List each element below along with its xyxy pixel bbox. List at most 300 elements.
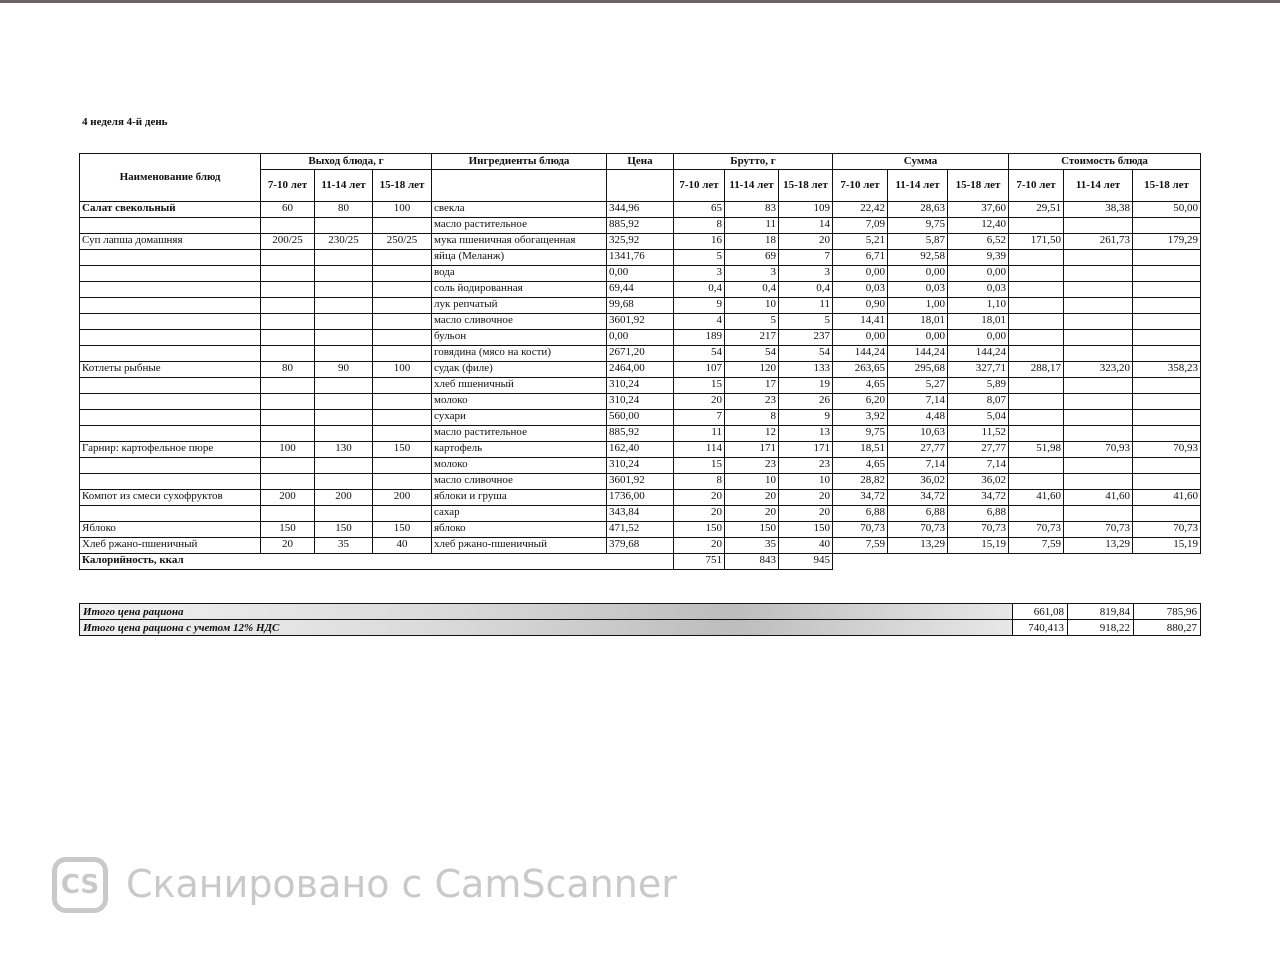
cost-cell: [1133, 330, 1201, 346]
brutto-cell: 17: [725, 378, 779, 394]
brutto-cell: 20: [725, 506, 779, 522]
yield-cell: [373, 506, 432, 522]
cost-cell: [1133, 298, 1201, 314]
header-age: 15-18 лет: [1133, 170, 1201, 202]
total-value: 785,96: [1134, 604, 1201, 620]
brutto-cell: 11: [674, 426, 725, 442]
ingredient-cell: вода: [432, 266, 607, 282]
sum-cell: 295,68: [888, 362, 948, 378]
cost-cell: [1133, 250, 1201, 266]
cost-cell: 179,29: [1133, 234, 1201, 250]
sum-cell: 34,72: [948, 490, 1009, 506]
sum-cell: 7,14: [888, 458, 948, 474]
price-cell: 2671,20: [607, 346, 674, 362]
brutto-cell: 133: [779, 362, 833, 378]
cost-cell: 261,73: [1064, 234, 1133, 250]
menu-table: [79, 153, 1201, 570]
cost-cell: [1009, 426, 1064, 442]
table-row: [80, 474, 1201, 490]
brutto-cell: 9: [779, 410, 833, 426]
cost-cell: 38,38: [1064, 202, 1133, 218]
sum-cell: 18,01: [948, 314, 1009, 330]
yield-cell: 100: [261, 442, 315, 458]
sum-cell: 7,59: [833, 538, 888, 554]
price-cell: 1736,00: [607, 490, 674, 506]
sum-cell: 7,14: [888, 394, 948, 410]
total-value: 661,08: [1013, 604, 1068, 620]
price-cell: 3601,92: [607, 474, 674, 490]
ingredient-cell: лук репчатый: [432, 298, 607, 314]
yield-cell: [261, 410, 315, 426]
brutto-cell: 16: [674, 234, 725, 250]
yield-cell: [315, 346, 373, 362]
totals-table: [79, 603, 1201, 636]
yield-cell: [261, 298, 315, 314]
sum-cell: 70,73: [888, 522, 948, 538]
header-price: Цена: [607, 154, 674, 170]
brutto-cell: 3: [674, 266, 725, 282]
yield-cell: [315, 282, 373, 298]
sum-cell: 0,03: [948, 282, 1009, 298]
header-age: 7-10 лет: [674, 170, 725, 202]
brutto-cell: 20: [674, 490, 725, 506]
yield-cell: 100: [373, 202, 432, 218]
cost-cell: 70,73: [1009, 522, 1064, 538]
yield-cell: [315, 298, 373, 314]
table-row: [80, 234, 1201, 250]
ingredient-cell: мука пшеничная обогащенная: [432, 234, 607, 250]
header-age: 11-14 лет: [888, 170, 948, 202]
price-cell: 379,68: [607, 538, 674, 554]
dish-name-cell: [80, 394, 261, 410]
brutto-cell: 5: [779, 314, 833, 330]
dish-name-cell: Хлеб ржано-пшеничный: [80, 538, 261, 554]
brutto-cell: 15: [674, 458, 725, 474]
yield-cell: [315, 330, 373, 346]
dish-name-cell: [80, 378, 261, 394]
brutto-cell: 150: [674, 522, 725, 538]
total-label: Итого цена рациона: [80, 604, 1013, 620]
yield-cell: 230/25: [315, 234, 373, 250]
brutto-cell: 18: [725, 234, 779, 250]
ingredient-cell: масло растительное: [432, 218, 607, 234]
yield-cell: 200: [373, 490, 432, 506]
sum-cell: 327,71: [948, 362, 1009, 378]
sum-cell: 34,72: [833, 490, 888, 506]
sum-cell: 5,27: [888, 378, 948, 394]
camscanner-logo-icon: CS: [52, 857, 108, 913]
dish-name-cell: Гарнир: картофельное пюре: [80, 442, 261, 458]
sum-cell: 11,52: [948, 426, 1009, 442]
cost-cell: [1009, 346, 1064, 362]
table-row: [80, 522, 1201, 538]
price-cell: 310,24: [607, 458, 674, 474]
scan-top-edge: [0, 0, 1280, 3]
sum-cell: 14,41: [833, 314, 888, 330]
header-ingredients: Ингредиенты блюда: [432, 154, 607, 170]
yield-cell: [373, 346, 432, 362]
brutto-cell: 237: [779, 330, 833, 346]
cost-cell: [1133, 426, 1201, 442]
sum-cell: 9,75: [888, 218, 948, 234]
yield-cell: [261, 394, 315, 410]
ingredient-cell: судак (филе): [432, 362, 607, 378]
sum-cell: 5,87: [888, 234, 948, 250]
header-age: 7-10 лет: [1009, 170, 1064, 202]
table-row: [80, 314, 1201, 330]
yield-cell: [373, 298, 432, 314]
sum-cell: 1,10: [948, 298, 1009, 314]
sum-cell: 6,71: [833, 250, 888, 266]
cost-cell: [1064, 410, 1133, 426]
cost-cell: [1009, 266, 1064, 282]
cost-cell: [1009, 250, 1064, 266]
cost-cell: 171,50: [1009, 234, 1064, 250]
brutto-cell: 109: [779, 202, 833, 218]
brutto-cell: 69: [725, 250, 779, 266]
brutto-cell: 171: [725, 442, 779, 458]
yield-cell: [261, 266, 315, 282]
sum-cell: 3,92: [833, 410, 888, 426]
dish-name-cell: Компот из смеси сухофруктов: [80, 490, 261, 506]
brutto-cell: 20: [779, 490, 833, 506]
cost-cell: [1064, 218, 1133, 234]
brutto-cell: 10: [725, 298, 779, 314]
cost-cell: [1133, 458, 1201, 474]
yield-cell: [315, 250, 373, 266]
yield-cell: [315, 266, 373, 282]
brutto-cell: 10: [725, 474, 779, 490]
brutto-cell: 8: [725, 410, 779, 426]
yield-cell: 200: [315, 490, 373, 506]
sum-cell: 5,89: [948, 378, 1009, 394]
cost-cell: 51,98: [1009, 442, 1064, 458]
cost-cell: [1064, 474, 1133, 490]
cost-cell: [1009, 330, 1064, 346]
yield-cell: [373, 266, 432, 282]
table-row: [80, 442, 1201, 458]
header-brutto: Брутто, г: [674, 154, 833, 170]
calories-blank: [833, 554, 1201, 570]
yield-cell: [373, 282, 432, 298]
sum-cell: 0,00: [888, 330, 948, 346]
brutto-cell: 40: [779, 538, 833, 554]
brutto-cell: 65: [674, 202, 725, 218]
header-dish: Наименование блюд: [80, 154, 261, 202]
price-cell: 0,00: [607, 330, 674, 346]
brutto-cell: 11: [779, 298, 833, 314]
table-row: [80, 394, 1201, 410]
sum-cell: 36,02: [948, 474, 1009, 490]
header-age: 11-14 лет: [315, 170, 373, 202]
sum-cell: 10,63: [888, 426, 948, 442]
cost-cell: [1009, 378, 1064, 394]
brutto-cell: 20: [779, 506, 833, 522]
brutto-cell: 9: [674, 298, 725, 314]
brutto-cell: 19: [779, 378, 833, 394]
brutto-cell: 4: [674, 314, 725, 330]
total-row: [80, 604, 1201, 620]
table-row: [80, 250, 1201, 266]
cost-cell: [1064, 250, 1133, 266]
sum-cell: 22,42: [833, 202, 888, 218]
brutto-cell: 23: [725, 394, 779, 410]
brutto-cell: 5: [674, 250, 725, 266]
ingredient-cell: соль йодированная: [432, 282, 607, 298]
yield-cell: 80: [261, 362, 315, 378]
ingredient-cell: сахар: [432, 506, 607, 522]
header-blank: [607, 170, 674, 202]
cost-cell: [1133, 394, 1201, 410]
price-cell: 310,24: [607, 378, 674, 394]
brutto-cell: 120: [725, 362, 779, 378]
cost-cell: [1133, 378, 1201, 394]
cost-cell: 13,29: [1064, 538, 1133, 554]
sum-cell: 6,88: [948, 506, 1009, 522]
sum-cell: 263,65: [833, 362, 888, 378]
price-cell: 0,00: [607, 266, 674, 282]
cost-cell: [1133, 410, 1201, 426]
cost-cell: 41,60: [1009, 490, 1064, 506]
yield-cell: [315, 314, 373, 330]
brutto-cell: 150: [779, 522, 833, 538]
table-row: [80, 490, 1201, 506]
sum-cell: 1,00: [888, 298, 948, 314]
header-age: 15-18 лет: [373, 170, 432, 202]
sum-cell: 15,19: [948, 538, 1009, 554]
cost-cell: [1064, 378, 1133, 394]
yield-cell: [373, 410, 432, 426]
sum-cell: 5,21: [833, 234, 888, 250]
ingredient-cell: бульон: [432, 330, 607, 346]
header-age: 15-18 лет: [779, 170, 833, 202]
sum-cell: 0,03: [833, 282, 888, 298]
dish-name-cell: Яблоко: [80, 522, 261, 538]
cost-cell: 15,19: [1133, 538, 1201, 554]
cost-cell: [1009, 458, 1064, 474]
cost-cell: [1009, 506, 1064, 522]
table-row: [80, 282, 1201, 298]
sum-cell: 0,00: [833, 266, 888, 282]
total-row: [80, 620, 1201, 636]
sum-cell: 7,14: [948, 458, 1009, 474]
yield-cell: [261, 218, 315, 234]
ingredient-cell: говядина (мясо на кости): [432, 346, 607, 362]
cost-cell: [1009, 314, 1064, 330]
dish-name-cell: [80, 298, 261, 314]
brutto-cell: 12: [725, 426, 779, 442]
total-label: Итого цена рациона с учетом 12% НДС: [80, 620, 1013, 636]
brutto-cell: 54: [674, 346, 725, 362]
camscanner-watermark: Сканировано с CamScanner: [126, 862, 677, 906]
cost-cell: [1009, 474, 1064, 490]
cost-cell: [1064, 426, 1133, 442]
yield-cell: [315, 410, 373, 426]
brutto-cell: 26: [779, 394, 833, 410]
brutto-cell: 0,4: [779, 282, 833, 298]
ingredient-cell: сухари: [432, 410, 607, 426]
price-cell: 69,44: [607, 282, 674, 298]
cost-cell: [1009, 298, 1064, 314]
sum-cell: 18,51: [833, 442, 888, 458]
cost-cell: 7,59: [1009, 538, 1064, 554]
brutto-cell: 23: [779, 458, 833, 474]
brutto-cell: 3: [725, 266, 779, 282]
yield-cell: [261, 426, 315, 442]
yield-cell: [261, 314, 315, 330]
cost-cell: 41,60: [1064, 490, 1133, 506]
sum-cell: 9,39: [948, 250, 1009, 266]
yield-cell: [261, 250, 315, 266]
yield-cell: [261, 474, 315, 490]
sum-cell: 13,29: [888, 538, 948, 554]
brutto-cell: 20: [674, 506, 725, 522]
table-row: [80, 330, 1201, 346]
dish-name-cell: [80, 218, 261, 234]
cost-cell: [1064, 282, 1133, 298]
price-cell: 343,84: [607, 506, 674, 522]
yield-cell: 35: [315, 538, 373, 554]
yield-cell: 20: [261, 538, 315, 554]
brutto-cell: 217: [725, 330, 779, 346]
dish-name-cell: [80, 282, 261, 298]
brutto-cell: 150: [725, 522, 779, 538]
cost-cell: 41,60: [1133, 490, 1201, 506]
yield-cell: 200/25: [261, 234, 315, 250]
price-cell: 471,52: [607, 522, 674, 538]
brutto-cell: 10: [779, 474, 833, 490]
ingredient-cell: хлеб пшеничный: [432, 378, 607, 394]
yield-cell: 250/25: [373, 234, 432, 250]
ingredient-cell: масло сливочное: [432, 474, 607, 490]
cost-cell: 70,93: [1133, 442, 1201, 458]
price-cell: 344,96: [607, 202, 674, 218]
yield-cell: 200: [261, 490, 315, 506]
cost-cell: [1064, 266, 1133, 282]
cost-cell: [1064, 506, 1133, 522]
yield-cell: 100: [373, 362, 432, 378]
dish-name-cell: Суп лапша домашняя: [80, 234, 261, 250]
dish-name-cell: [80, 346, 261, 362]
table-row: [80, 378, 1201, 394]
yield-cell: 150: [315, 522, 373, 538]
cost-cell: [1064, 330, 1133, 346]
cost-cell: [1009, 218, 1064, 234]
sum-cell: 37,60: [948, 202, 1009, 218]
brutto-cell: 0,4: [674, 282, 725, 298]
page-title: 4 неделя 4-й день: [82, 116, 168, 128]
price-cell: 3601,92: [607, 314, 674, 330]
yield-cell: 150: [373, 442, 432, 458]
cost-cell: 288,17: [1009, 362, 1064, 378]
ingredient-cell: яблоки и груша: [432, 490, 607, 506]
header-age: 11-14 лет: [1064, 170, 1133, 202]
sum-cell: 92,58: [888, 250, 948, 266]
price-cell: 162,40: [607, 442, 674, 458]
header-age: 15-18 лет: [948, 170, 1009, 202]
brutto-cell: 107: [674, 362, 725, 378]
sum-cell: 27,77: [888, 442, 948, 458]
yield-cell: [261, 346, 315, 362]
header-blank: [432, 170, 607, 202]
ingredient-cell: яблоко: [432, 522, 607, 538]
sum-cell: 34,72: [888, 490, 948, 506]
dish-name-cell: [80, 410, 261, 426]
table-row: [80, 410, 1201, 426]
sum-cell: 5,04: [948, 410, 1009, 426]
sum-cell: 7,09: [833, 218, 888, 234]
sum-cell: 6,88: [888, 506, 948, 522]
sum-cell: 0,00: [948, 266, 1009, 282]
sum-cell: 144,24: [948, 346, 1009, 362]
sum-cell: 8,07: [948, 394, 1009, 410]
yield-cell: [373, 378, 432, 394]
calories-value: 843: [725, 554, 779, 570]
sum-cell: 70,73: [833, 522, 888, 538]
brutto-cell: 15: [674, 378, 725, 394]
sum-cell: 6,52: [948, 234, 1009, 250]
price-cell: 310,24: [607, 394, 674, 410]
table-row: [80, 426, 1201, 442]
total-value: 918,22: [1068, 620, 1134, 636]
yield-cell: [373, 426, 432, 442]
yield-cell: [261, 378, 315, 394]
sum-cell: 6,20: [833, 394, 888, 410]
dish-name-cell: [80, 474, 261, 490]
yield-cell: 150: [261, 522, 315, 538]
yield-cell: [373, 458, 432, 474]
yield-cell: 80: [315, 202, 373, 218]
cost-cell: [1064, 298, 1133, 314]
brutto-cell: 23: [725, 458, 779, 474]
yield-cell: [315, 218, 373, 234]
yield-cell: [315, 378, 373, 394]
sum-cell: 27,77: [948, 442, 1009, 458]
sum-cell: 4,48: [888, 410, 948, 426]
price-cell: 560,00: [607, 410, 674, 426]
brutto-cell: 20: [674, 538, 725, 554]
total-value: 880,27: [1134, 620, 1201, 636]
yield-cell: 130: [315, 442, 373, 458]
cost-cell: [1133, 346, 1201, 362]
sum-cell: 12,40: [948, 218, 1009, 234]
ingredient-cell: яйца (Меланж): [432, 250, 607, 266]
yield-cell: [315, 506, 373, 522]
yield-cell: [373, 330, 432, 346]
cost-cell: 70,73: [1133, 522, 1201, 538]
yield-cell: [315, 474, 373, 490]
sum-cell: 36,02: [888, 474, 948, 490]
price-cell: 1341,76: [607, 250, 674, 266]
ingredient-cell: картофель: [432, 442, 607, 458]
brutto-cell: 0,4: [725, 282, 779, 298]
cost-cell: [1133, 506, 1201, 522]
brutto-cell: 83: [725, 202, 779, 218]
dish-name-cell: [80, 458, 261, 474]
table-row: [80, 298, 1201, 314]
cost-cell: [1009, 394, 1064, 410]
brutto-cell: 189: [674, 330, 725, 346]
header-yield: Выход блюда, г: [261, 154, 432, 170]
ingredient-cell: свекла: [432, 202, 607, 218]
dish-name-cell: [80, 506, 261, 522]
table-row: [80, 362, 1201, 378]
calories-value: 751: [674, 554, 725, 570]
ingredient-cell: молоко: [432, 458, 607, 474]
yield-cell: [261, 330, 315, 346]
table-row: [80, 266, 1201, 282]
table-row: [80, 538, 1201, 554]
